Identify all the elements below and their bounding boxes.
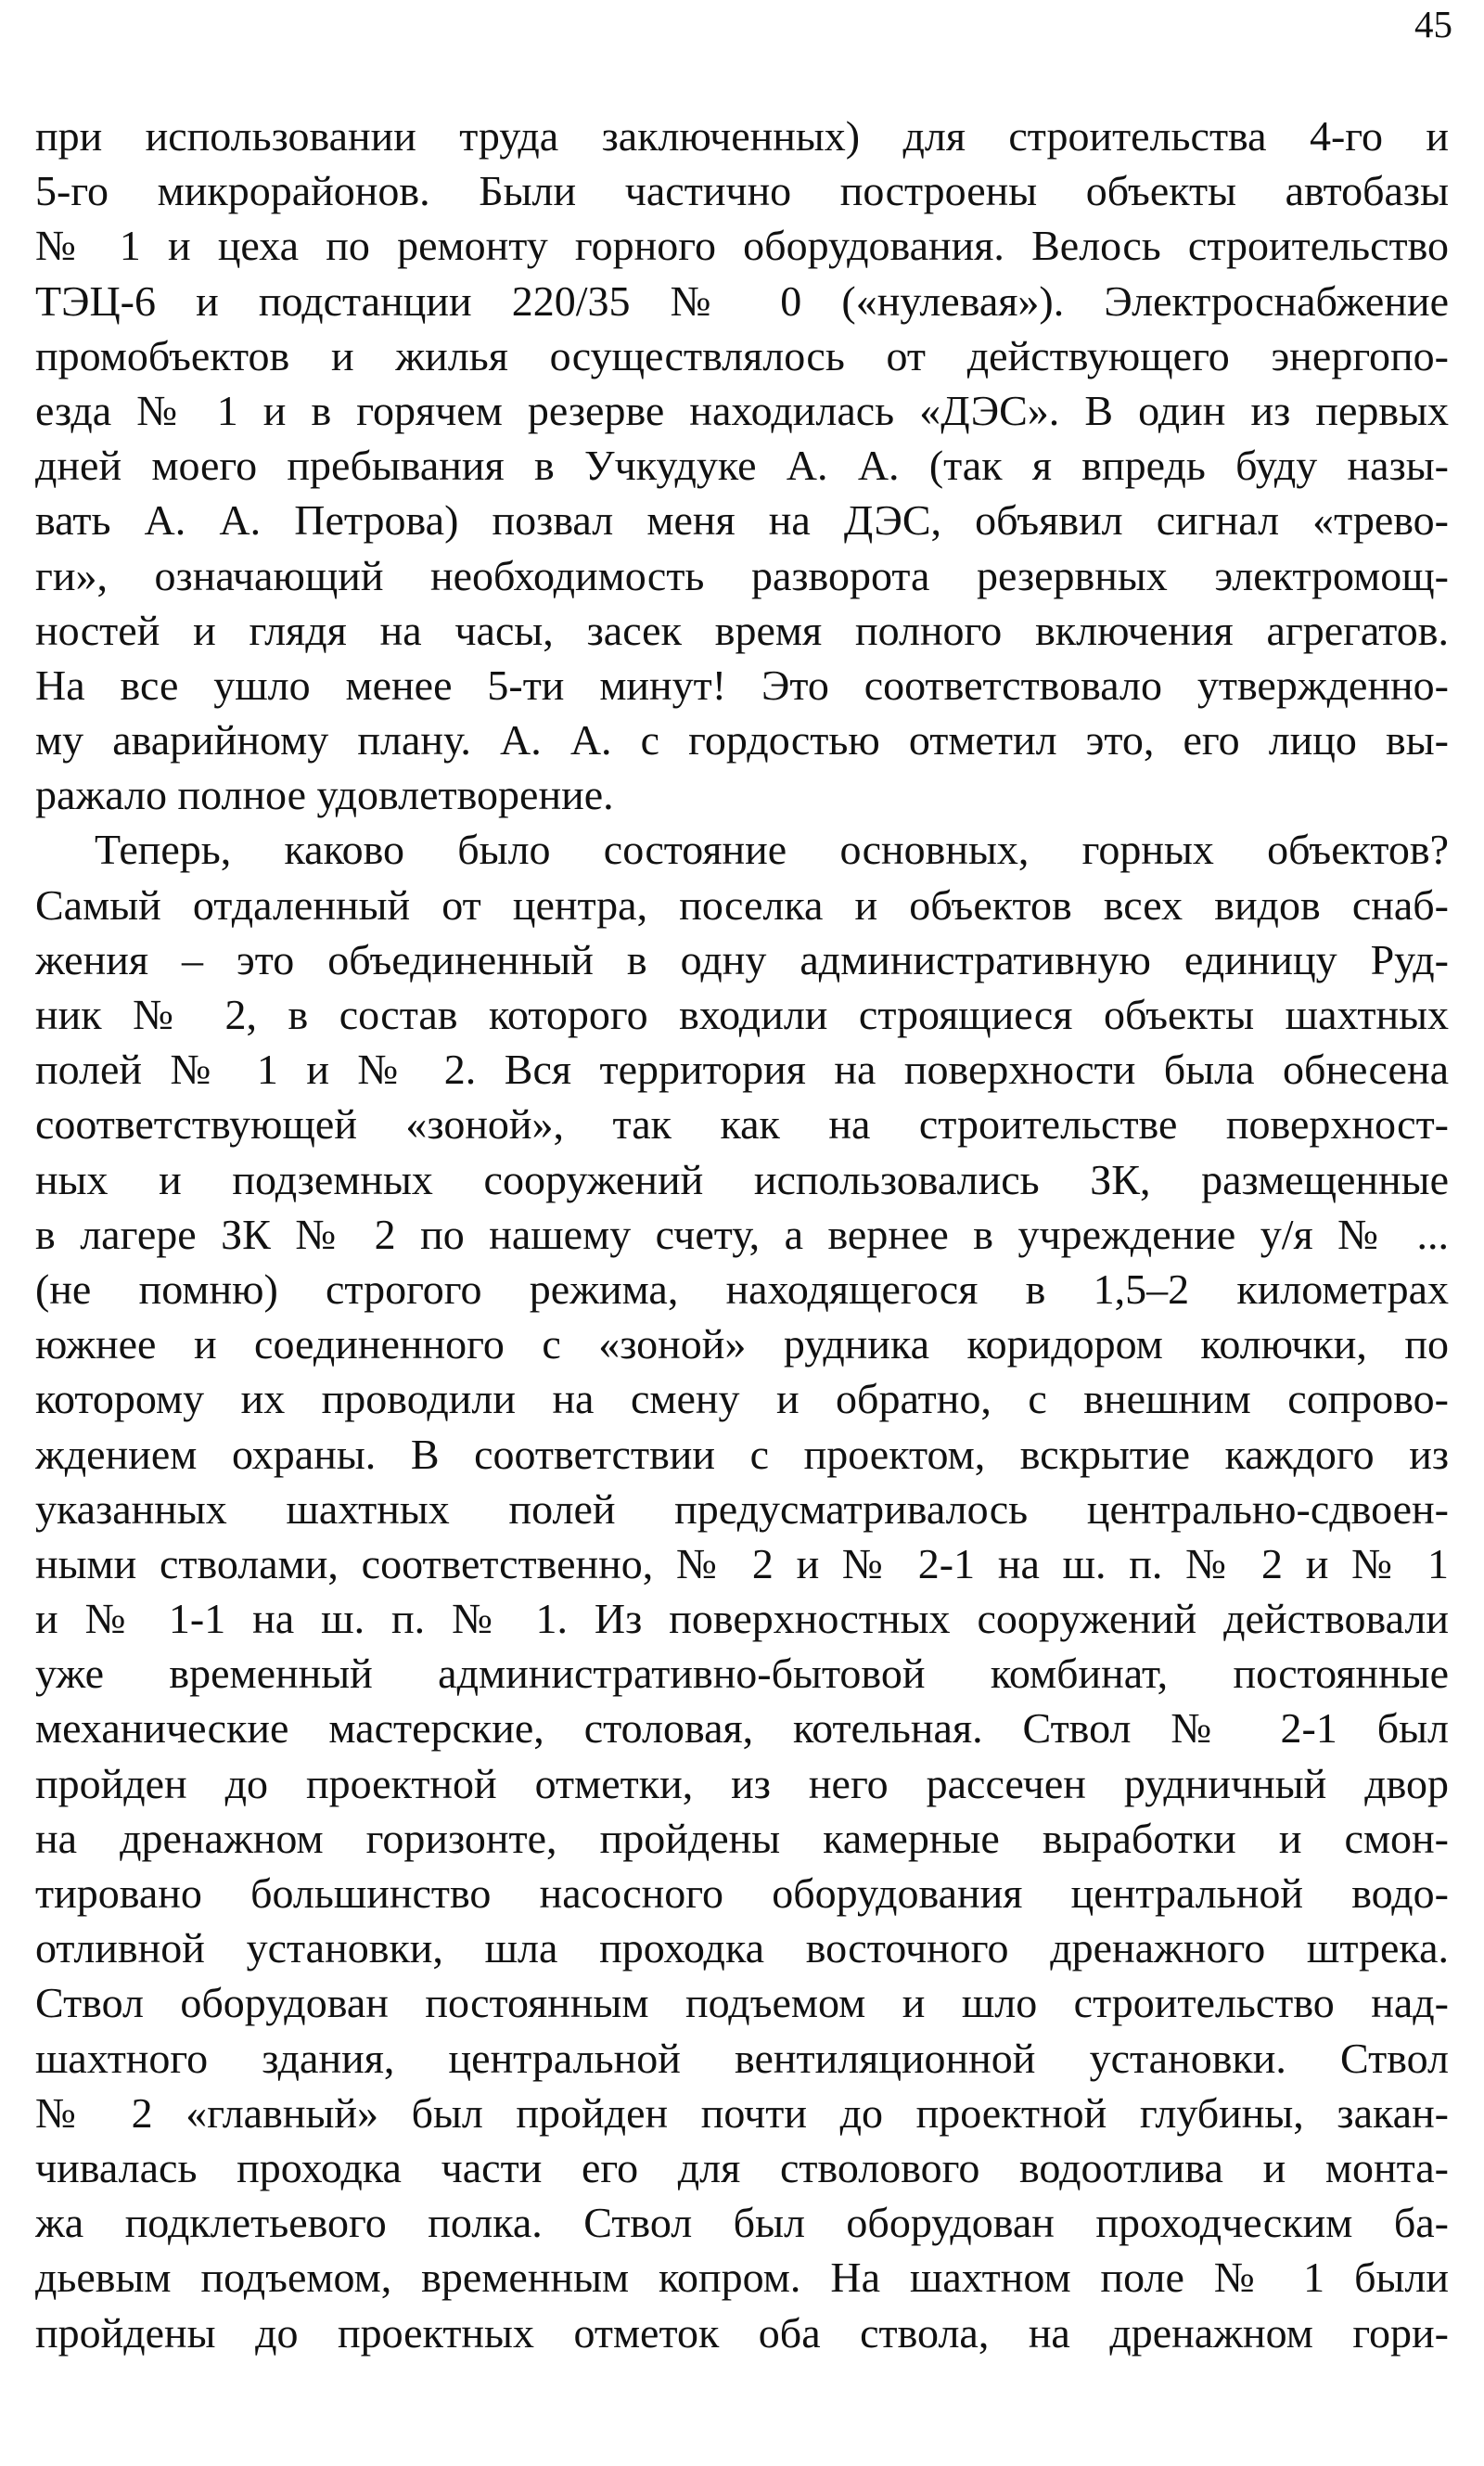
page-number: 45: [1414, 3, 1452, 45]
text-line: ги», означающий необходимость разворота резервных электромощ-: [35, 551, 1449, 599]
text-line: (не помню) строгого режима, находящегося в 1,5–2 километрах: [35, 1265, 1449, 1313]
text-line: ных и подземных сооружений использовались ЗК, размещенные: [35, 1155, 1449, 1203]
text-line: № 2 «главный» был пройден почти до проектной глубины, закан-: [35, 2088, 1449, 2137]
text-line: дьевым подъемом, временным копром. На шахтном поле № 1 были: [35, 2254, 1449, 2302]
text-line: ник № 2, в состав которого входили строящиеся объекты шахтных: [35, 991, 1449, 1038]
text-line: жения – это объединенный в одну административную единицу Руд-: [35, 935, 1449, 983]
paragraph-end-line: ражало полное удовлетворение.: [35, 771, 614, 819]
text-line: уже временный административно-бытовой комбинат, постоянные: [35, 1650, 1449, 1698]
text-line: ТЭЦ-6 и подстанции 220/35 № 0 («нулевая»). Электроснабжение: [35, 276, 1449, 325]
text-line: механические мастерские, столовая, котельная. Ствол № 2-1 был: [35, 1704, 1449, 1753]
text-line: пройден до проектной отметки, из него рассечен рудничный двор: [35, 1759, 1449, 1807]
text-line: ждением охраны. В соответствии с проектом, вскрытие каждого из: [35, 1430, 1449, 1478]
paragraph-start-line: Теперь, каково было состояние основных, горных объектов?: [95, 826, 1449, 874]
text-line: На все ушло менее 5-ти минут! Это соответствовало утвержденно-: [35, 661, 1449, 709]
text-line: ными стволами, соответственно, № 2 и № 2-1 на ш. п. № 2 и № 1: [35, 1539, 1449, 1587]
text-line: при использовании труда заключенных) для строительства 4-го и: [35, 112, 1449, 160]
text-line: чивалась проходка части его для стволового водоотлива и монта-: [35, 2143, 1449, 2191]
text-line: отливной установки, шла проходка восточного дренажного штрека.: [35, 1924, 1449, 1972]
text-line: вать А. А. Петрова) позвал меня на ДЭС, объявил сигнал «трево-: [35, 496, 1449, 545]
text-line: Самый отдаленный от центра, поселка и объектов всех видов снаб-: [35, 880, 1449, 929]
text-line: шахтного здания, центральной вентиляционной установки. Ствол: [35, 2034, 1449, 2082]
text-line: тировано большинство насосного оборудования центральной водо-: [35, 1869, 1449, 1917]
body-text: [35, 109, 1449, 2360]
text-line: 5-го микрорайонов. Были частично построены объекты автобазы: [35, 167, 1449, 215]
text-line: в лагере ЗК № 2 по нашему счету, а вернее в учреждение у/я № ...: [35, 1210, 1449, 1258]
text-line: промобъектов и жилья осуществлялось от действующего энергопо-: [35, 331, 1449, 379]
text-line: езда № 1 и в горячем резерве находилась «ДЭС». В один из первых: [35, 386, 1449, 434]
text-line: жа подклетьевого полка. Ствол был оборудован проходческим ба-: [35, 2199, 1449, 2247]
text-line: соответствующей «зоной», так как на строительстве поверхност-: [35, 1100, 1449, 1149]
text-line: ностей и глядя на часы, засек время полного включения агрегатов.: [35, 606, 1449, 654]
text-line: му аварийному плану. А. А. с гордостью отметил это, его лицо вы-: [35, 716, 1449, 764]
text-line: и № 1-1 на ш. п. № 1. Из поверхностных сооружений действовали: [35, 1595, 1449, 1643]
text-line: пройдены до проектных отметок оба ствола, на дренажном гори-: [35, 2308, 1449, 2357]
text-line: № 1 и цеха по ремонту горного оборудования. Велось строительство: [35, 222, 1449, 270]
text-line: которому их проводили на смену и обратно, с внешним сопрово-: [35, 1375, 1449, 1423]
text-line: указанных шахтных полей предусматривалось центрально-сдвоен-: [35, 1484, 1449, 1533]
text-line: полей № 1 и № 2. Вся территория на поверхности была обнесена: [35, 1046, 1449, 1094]
text-line: южнее и соединенного с «зоной» рудника коридором колючки, по: [35, 1320, 1449, 1368]
text-line: дней моего пребывания в Учкудуке А. А. (так я впредь буду назы-: [35, 442, 1449, 490]
text-line: на дренажном горизонте, пройдены камерные выработки и смон-: [35, 1814, 1449, 1862]
text-line: Ствол оборудован постоянным подъемом и шло строительство над-: [35, 1979, 1449, 2027]
